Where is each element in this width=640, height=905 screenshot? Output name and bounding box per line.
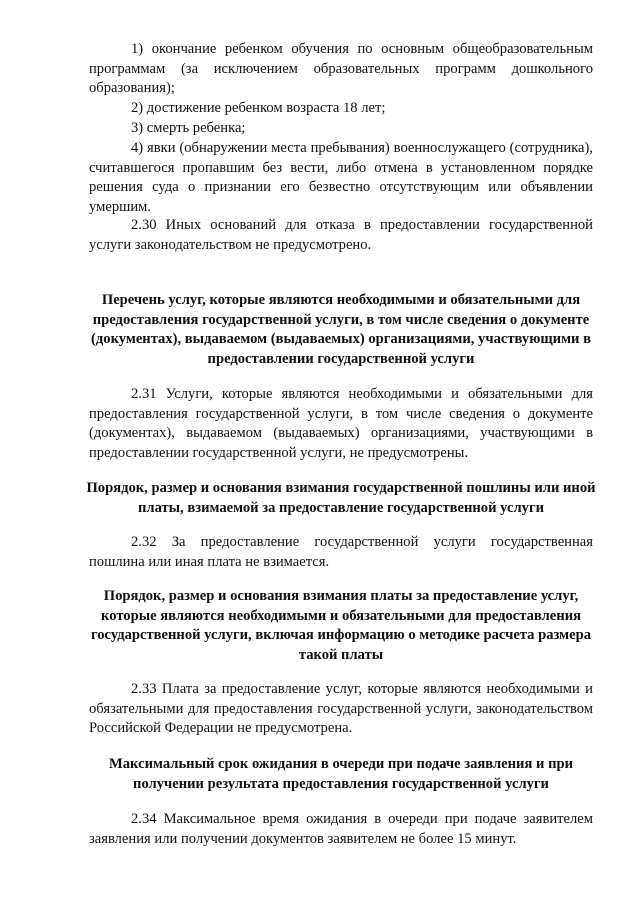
- paragraph-2-34: 2.34 Максимальное время ожидания в очереди при подаче заявителем заявления или получении документов заявителем не более 15 минут.: [89, 811, 593, 847]
- list-item-1: 1) окончание ребенком обучения по основным общеобразовательным программам (за исключением образовательных программ дошкольного образования);: [89, 41, 593, 97]
- list-item-2: 2) достижение ребенком возраста 18 лет;: [131, 100, 386, 116]
- list-item-4: 4) явки (обнаружении места пребывания) военнослужащего (сотрудника), считавшегося пропавшим без вести, либо отмена в установленном порядке решения суда о признании его безвестно отсутствующим или объявлении умершим.: [89, 140, 593, 215]
- list-item-3: 3) смерть ребенка;: [131, 120, 246, 136]
- paragraph-2-30: 2.30 Иных оснований для отказа в предоставлении государственной услуги законодательством не предусмотрено.: [89, 217, 593, 253]
- section-heading-state-fee: Порядок, размер и основания взимания государственной пошлины или иной платы, взимаемой за предоставление государственной услуги: [86, 480, 596, 516]
- section-heading-service-fee: Порядок, размер и основания взимания платы за предоставление услуг, которые являются необходимыми и обязательными для предоставления государственной услуги, включая информацию о методике расчета размера такой платы: [90, 588, 592, 663]
- paragraph-2-32: 2.32 За предоставление государственной услуги государственная пошлина или иная плата не взимается.: [89, 534, 593, 570]
- section-heading-queue-time: Максимальный срок ожидания в очереди при подаче заявления и при получении результата предоставления государственной услуги: [108, 756, 574, 792]
- paragraph-2-31: 2.31 Услуги, которые являются необходимыми и обязательными для предоставления государственной услуги, в том числе сведения о документе (документах), выдаваемом (выдаваемых) организациями, участвующими в предоставлении государственной услуги, не предусмотрены.: [89, 386, 593, 461]
- paragraph-2-33: 2.33 Плата за предоставление услуг, которые являются необходимыми и обязательными для предоставления государственной услуги, законодательством Российской Федерации не предусмотрена.: [89, 681, 593, 737]
- section-heading-services: Перечень услуг, которые являются необходимыми и обязательными для предоставления государственной услуги, в том числе сведения о документе (документах), выдаваемом (выдаваемых) организациями, участвующими в предоставлении государственной услуги: [91, 292, 591, 367]
